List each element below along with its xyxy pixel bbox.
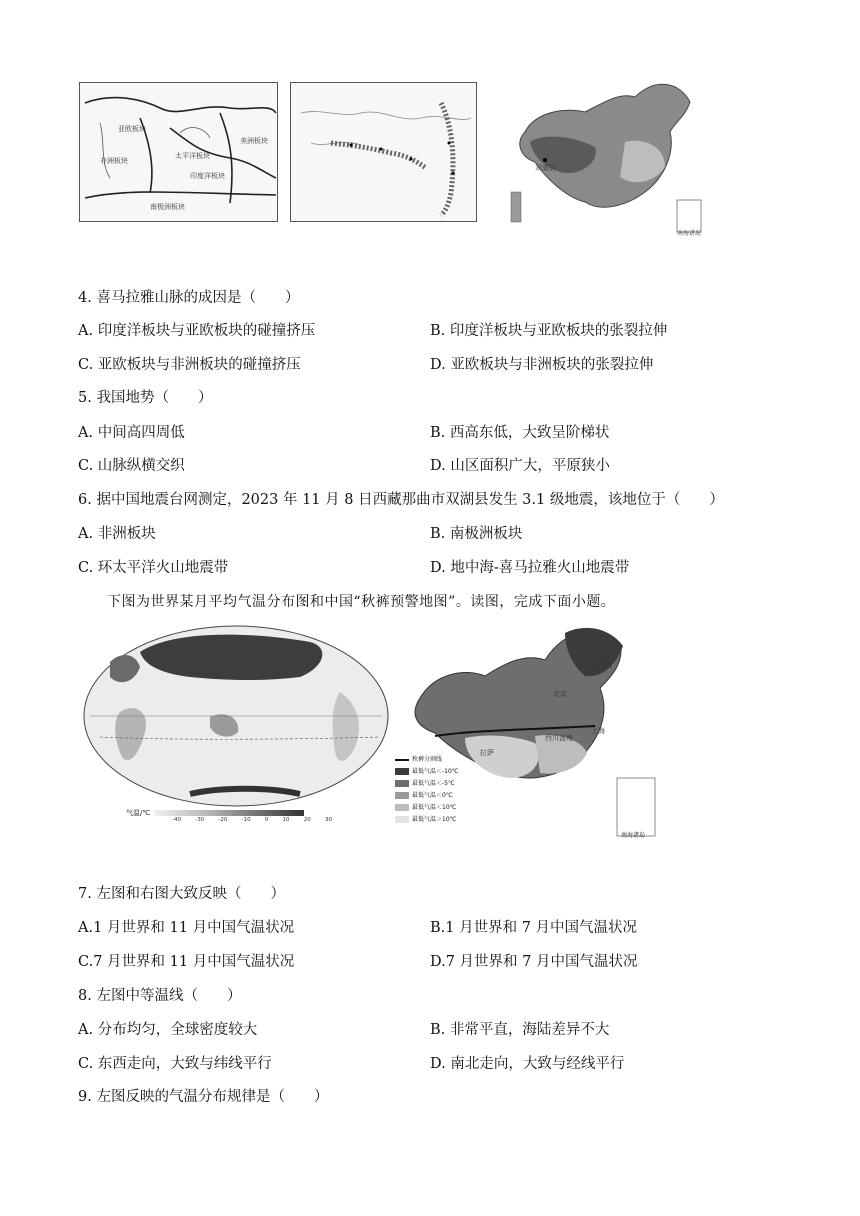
question-9 bbox=[78, 1087, 328, 1107]
q5-option-a[interactable]: A. 中间高四周低 bbox=[78, 425, 185, 441]
q7-option-d[interactable]: D.7 月世界和 7 月中国气温状况 bbox=[430, 954, 638, 970]
q6-option-b[interactable]: B. 南极洲板块 bbox=[430, 526, 523, 542]
q6-option-d[interactable]: D. 地中海-喜马拉雅火山地震带 bbox=[430, 560, 630, 576]
q4-option-b[interactable]: B. 印度洋板块与亚欧板块的张裂拉伸 bbox=[430, 323, 668, 339]
label-south-sea-2: 南海诸岛 bbox=[621, 832, 646, 839]
label-antarctic: 南极洲板块 bbox=[150, 203, 185, 211]
question-text: 喜马拉雅山脉的成因是（ ） bbox=[96, 290, 300, 306]
question-number: 7. bbox=[78, 886, 92, 902]
label-lhasa: 拉萨 bbox=[480, 749, 494, 757]
q6-option-a[interactable]: A. 非洲板块 bbox=[78, 526, 156, 542]
q4-option-c[interactable]: C. 亚欧板块与非洲板块的碰撞挤压 bbox=[78, 357, 301, 373]
label-south-sea: 南海诸岛 bbox=[677, 230, 702, 237]
question-number: 6. bbox=[78, 492, 92, 508]
q8-option-b[interactable]: B. 非常平直，海陆差异不大 bbox=[430, 1022, 610, 1038]
china-terrain-map bbox=[505, 72, 705, 237]
q5-option-c[interactable]: C. 山脉纵横交织 bbox=[78, 458, 185, 474]
label-basin: 西川盆地 bbox=[545, 734, 573, 742]
question-text: 左图和右图大致反映（ ） bbox=[96, 886, 285, 902]
question-4 bbox=[78, 288, 299, 308]
label-african: 非洲板块 bbox=[100, 157, 128, 165]
label-shanghai: 上海 bbox=[591, 727, 605, 735]
question-8 bbox=[78, 986, 241, 1006]
q4-option-a[interactable]: A. 印度洋板块与亚欧板块的碰撞挤压 bbox=[78, 323, 316, 339]
map-intro: 下图为世界某月平均气温分布图和中国“秋裤预警地图”。读图，完成下面小题。 bbox=[107, 594, 616, 610]
temperature-legend-ticks: -40 -30 -20 -10 0 10 20 30 bbox=[172, 817, 332, 823]
question-5 bbox=[78, 388, 212, 408]
plate-boundaries-map bbox=[79, 82, 278, 222]
q7-option-c[interactable]: C.7 月世界和 11 月中国气温状况 bbox=[78, 954, 295, 970]
q8-option-a[interactable]: A. 分布均匀，全球密度较大 bbox=[78, 1022, 258, 1038]
question-number: 9. bbox=[78, 1089, 92, 1105]
q7-option-b[interactable]: B.1 月世界和 7 月中国气温状况 bbox=[430, 920, 638, 936]
legend-scale bbox=[154, 810, 304, 816]
question-number: 8. bbox=[78, 988, 92, 1004]
q6-option-c[interactable]: C. 环太平洋火山地震带 bbox=[78, 560, 229, 576]
question-text: 我国地势（ ） bbox=[96, 390, 213, 406]
q5-option-d[interactable]: D. 山区面积广大，平原狭小 bbox=[430, 458, 610, 474]
label-american: 美洲板块 bbox=[240, 137, 268, 145]
question-text: 左图反映的气温分布规律是（ ） bbox=[96, 1089, 329, 1105]
question-text: 据中国地震台网测定，2023 年 11 月 8 日西藏那曲市双湖县发生 3.1 级地震，该地位于（ ） bbox=[96, 492, 724, 508]
question-number: 4. bbox=[78, 290, 92, 306]
q4-option-d[interactable]: D. 亚欧板块与非洲板块的张裂拉伸 bbox=[430, 357, 654, 373]
question-6 bbox=[78, 490, 724, 510]
question-number: 5. bbox=[78, 390, 92, 406]
label-shuanghu: 双湖县 bbox=[535, 164, 556, 172]
q8-option-c[interactable]: C. 东西走向，大致与纬线平行 bbox=[78, 1056, 272, 1072]
label-harbin: 哈尔滨 bbox=[591, 662, 612, 670]
label-pacific: 太平洋板块 bbox=[175, 152, 210, 160]
question-text: 左图中等温线（ ） bbox=[96, 988, 242, 1004]
world-temperature-map bbox=[80, 622, 392, 824]
china-legend: 秋裤分割线 最低气温＜-10℃ 最低气温＜-5℃ 最低气温＜0℃ 最低气温＜10℃ 最低气温＞10℃ bbox=[395, 754, 459, 826]
question-7 bbox=[78, 884, 285, 904]
label-beijing: 北京 bbox=[553, 690, 567, 698]
q5-option-b[interactable]: B. 西高东低，大致呈阶梯状 bbox=[430, 425, 610, 441]
legend-title: 气温/℃ bbox=[126, 809, 151, 817]
label-eurasian: 亚欧板块 bbox=[118, 125, 146, 133]
label-indian: 印度洋板块 bbox=[190, 172, 225, 180]
q8-option-d[interactable]: D. 南北走向，大致与经线平行 bbox=[430, 1056, 625, 1072]
china-long-johns-map bbox=[395, 618, 660, 843]
volcano-earthquake-map bbox=[290, 82, 477, 222]
q7-option-a[interactable]: A.1 月世界和 11 月中国气温状况 bbox=[78, 920, 295, 936]
